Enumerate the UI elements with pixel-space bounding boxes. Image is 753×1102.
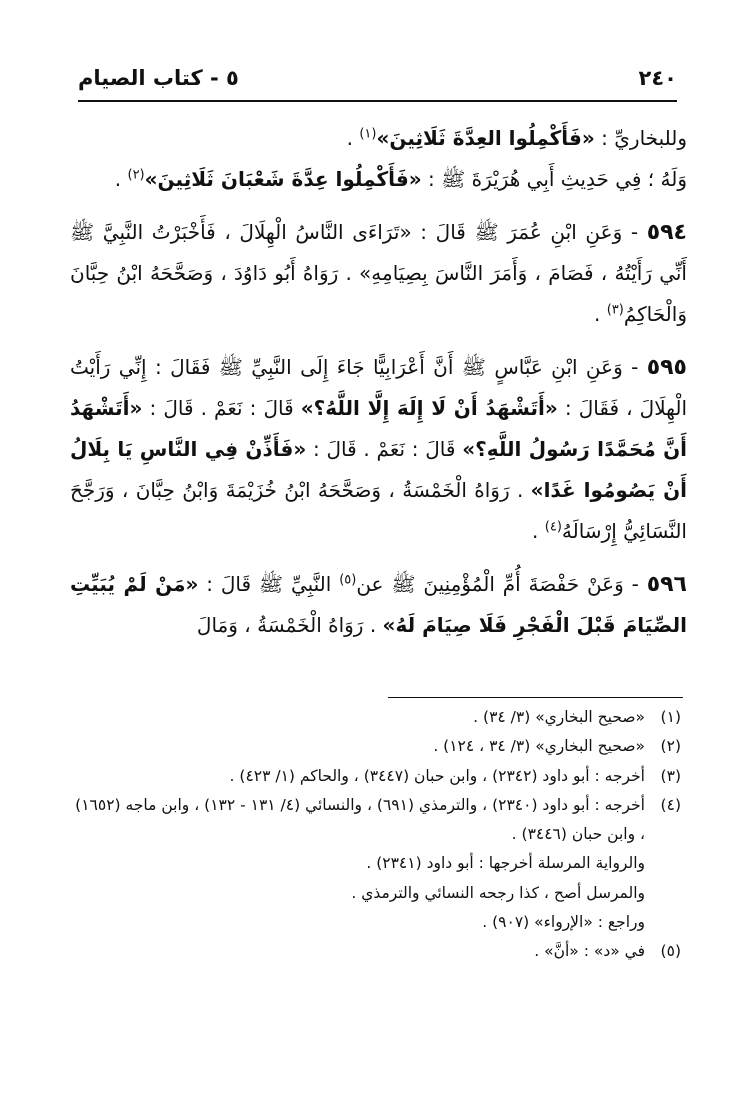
hadith-number: ٥٩٥ — [646, 355, 687, 380]
footnote-number: (١) — [660, 708, 681, 726]
footnote-2 — [70, 732, 681, 761]
footnote-text: أخرجه : أبو داود (٢٣٤٢) ، وابن حبان (٣٤٤٧) ، والحاكم (١/ ٤٢٣) . — [229, 766, 645, 785]
hadith-594: ٥٩٤ - وَعَنِ ابْنِ عُمَرَ ﷺ قَالَ : «تَرَاءَى النَّاسُ الْهِلَالَ ، فَأَخْبَرْتُ النَّبِيَّ ﷺ أَنِّي رَأَيْتُهُ ، فَصَامَ ، وَأَمَرَ النَّاسَ بِصِيَامِهِ» . رَوَاهُ أَبُو دَاوُدَ ، وَصَحَّحَهُ ابْنُ حِبَّانَ وَالْحَاكِمُ$^{(٣)}$ . — [70, 220, 687, 326]
hadith-595: ٥٩٥ - وَعَنِ ابْنِ عَبَّاسٍ ﷺ أَنَّ أَعْرَابِيًّا جَاءَ إِلَى النَّبِيِّ ﷺ فَقَالَ : إِنِّي رَأَيْتُ الْهِلَالَ ، فَقَالَ : «أَتَشْهَدُ أَنْ لَا إِلَهَ إِلَّا اللَّهُ؟» قَالَ : نَعَمْ . قَالَ : «أَتَشْهَدُ أَنَّ مُحَمَّدًا رَسُولُ اللَّهِ؟» قَالَ : نَعَمْ . قَالَ : «فَأَذِّنْ فِي النَّاسِ يَا بِلَالُ أَنْ يَصُومُوا غَدًا» . رَوَاهُ الْخَمْسَةُ ، وَصَحَّحَهُ ابْنُ خُزَيْمَةَ وَابْنُ حِبَّانَ ، وَرَجَّحَ النَّسَائِيُّ إِرْسَالَهُ$^{(٤)}$ . — [70, 355, 688, 543]
main-text — [70, 118, 687, 646]
quote: «أَتَشْهَدُ أَنَّ مُحَمَّدًا رَسُولُ اللَّهِ؟» — [70, 396, 688, 461]
footnote-4-continuation — [70, 879, 681, 908]
paragraph-abu-hurayra: وَلَهُ ؛ فِي حَدِيثِ أَبِي هُرَيْرَةَ ﷺ : «فَأَكْمِلُوا عِدَّةَ شَعْبَانَ ثَلَاثِينَ»$^{(٢)}$ . — [114, 167, 687, 191]
footnote-number: (٤) — [660, 795, 681, 814]
footnote-ref: (٣) — [606, 302, 624, 318]
footnote-text: وراجع : «الإرواء» (٩٠٧) . — [482, 913, 645, 932]
footnote-number: (٢) — [660, 737, 681, 756]
footnote-ref: (٢) — [127, 167, 145, 183]
footnote-1 — [70, 703, 681, 732]
quote: «فَأَكْمِلُوا العِدَّةَ ثَلَاثِينَ» — [376, 126, 595, 150]
footnote-text: في «د» : «أنَّ» . — [534, 942, 645, 961]
footnote-ref: (١) — [359, 126, 377, 142]
footnote-number: (٣) — [660, 766, 681, 785]
footnote-4-continuation — [70, 908, 681, 937]
paragraph-bukhari: وللبخاريِّ : «فَأَكْمِلُوا العِدَّةَ ثَلَاثِينَ»$^{(١)}$ . — [346, 126, 687, 150]
quote: «مَنْ لَمْ يُبَيِّتِ الصِّيَامَ قَبْلَ الْفَجْرِ فَلَا صِيَامَ لَهُ» — [70, 572, 687, 637]
hadith-number: ٥٩٦ — [646, 572, 687, 597]
hadith-number: ٥٩٤ — [646, 220, 687, 245]
footnote-ref: (٥) — [339, 572, 357, 588]
footnote-5 — [70, 937, 681, 966]
footnote-divider — [388, 697, 683, 698]
footnote-text: والرواية المرسلة أخرجها : أبو داود (٢٣٤١) . — [366, 854, 645, 873]
page-number: ٢٤٠ — [638, 66, 677, 90]
quote: «فَأَذِّنْ فِي النَّاسِ يَا بِلَالُ أَنْ يَصُومُوا غَدًا» — [70, 437, 688, 502]
footnote-text: أخرجه : أبو داود (٢٣٤٠) ، والترمذي (٦٩١) ، والنسائي (٤/ ١٣١ - ١٣٢) ، وابن ماجه (١٦٥٢) ، وابن حبان (٣٤٤٦) . — [75, 795, 645, 844]
footnote-4-continuation — [70, 849, 681, 878]
footnotes — [70, 703, 681, 967]
footnote-3 — [70, 762, 681, 791]
header-divider — [78, 100, 677, 102]
footnote-text: والمرسل أصح ، كذا رجحه النسائي والترمذي . — [351, 883, 645, 902]
page-header — [78, 58, 677, 98]
footnote-ref: (٤) — [544, 519, 562, 535]
hadith-596: ٥٩٦ - وَعَنْ حَفْصَةَ أُمِّ الْمُؤْمِنِينَ ﷺ عن$^{(٥)}$ النَّبِيِّ ﷺ قَالَ : «مَنْ لَمْ يُبَيِّتِ الصِّيَامَ قَبْلَ الْفَجْرِ فَلَا صِيَامَ لَهُ» . رَوَاهُ الْخَمْسَةُ ، وَمَالَ — [70, 572, 687, 637]
quote: «فَأَكْمِلُوا عِدَّةَ شَعْبَانَ ثَلَاثِينَ» — [144, 167, 422, 191]
quote: «أَتَشْهَدُ أَنْ لَا إِلَهَ إِلَّا اللَّهُ؟» — [300, 396, 558, 420]
footnote-4 — [70, 791, 681, 850]
footnote-text: «صحيح البخاري» (٣/ ٣٤ ، ١٢٤) . — [433, 737, 645, 756]
footnote-text: «صحيح البخاري» (٣/ ٣٤) . — [473, 708, 645, 726]
chapter-title: ٥ - كتاب الصيام — [78, 66, 239, 90]
footnote-number: (٥) — [660, 942, 681, 961]
